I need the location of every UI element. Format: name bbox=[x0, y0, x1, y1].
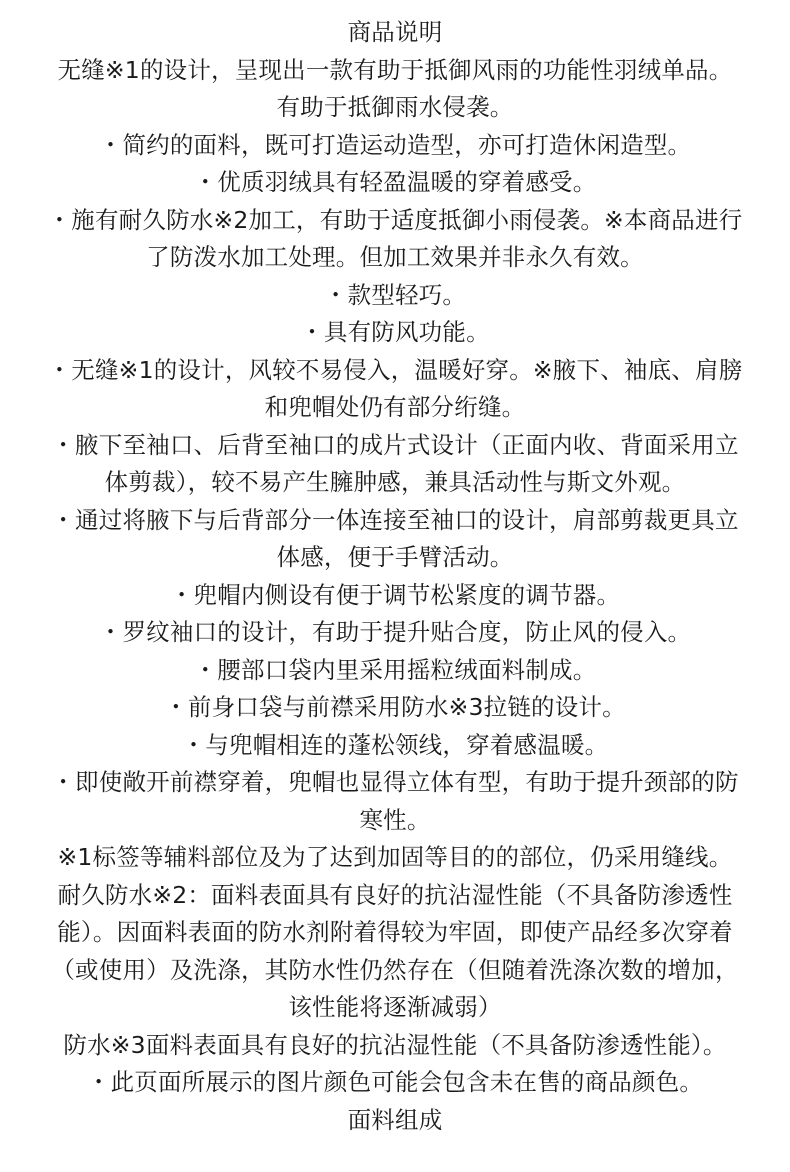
footnote-line: 耐久防水※2：面料表面具有良好的抗沾湿性能（不具备防渗透性 bbox=[57, 880, 733, 909]
text-line: 体感，便于手臂活动。 bbox=[276, 543, 514, 571]
text-line: 有助于抵御雨水侵袭。 bbox=[276, 93, 514, 121]
footnote-line: 防水※3面料表面具有良好的抗沾湿性能（不具备防渗透性能）。 bbox=[63, 1030, 727, 1059]
text-line: 无缝※1的设计，呈现出一款有助于抵御风雨的功能性羽绒单品。 bbox=[57, 55, 733, 84]
bullet-line: ・兜帽内侧设有便于调节松紧度的调节器。 bbox=[169, 580, 621, 609]
bullet-line: ・通过将腋下与后背部分一体连接至袖口的设计，肩部剪裁更具立 bbox=[51, 505, 739, 534]
bullet-line: ・款型轻巧。 bbox=[323, 280, 467, 309]
bullet-line: ・优质羽绒具有轻盈温暖的穿着感受。 bbox=[193, 168, 597, 196]
section-title-fabric-composition: 面料组成 bbox=[347, 1105, 443, 1134]
bullet-line: ・具有防风功能。 bbox=[300, 318, 490, 346]
footnote-line: 该性能将逐渐减弱） bbox=[288, 993, 502, 1021]
bullet-line: ・罗纹袖口的设计，有助于提升贴合度，防止风的侵入。 bbox=[98, 618, 692, 646]
bullet-line: ・前身口袋与前襟采用防水※3拉链的设计。 bbox=[164, 693, 626, 721]
bullet-line: ・施有耐久防水※2加工，有助于适度抵御小雨侵袭。※本商品进行 bbox=[47, 205, 743, 234]
bullet-line: ・无缝※1的设计，风较不易侵入，温暖好穿。※腋下、袖底、肩膀 bbox=[47, 355, 743, 384]
section-title-product-description: 商品说明 bbox=[347, 18, 443, 46]
bullet-line: ・此页面所展示的图片颜色可能会包含未在售的商品颜色。 bbox=[86, 1068, 704, 1096]
text-line: 和兜帽处仍有部分绗缝。 bbox=[264, 393, 526, 421]
bullet-line: ・即使敞开前襟穿着，兜帽也显得立体有型，有助于提升颈部的防 bbox=[51, 768, 739, 796]
bullet-line: ・简约的面料，既可打造运动造型，亦可打造休闲造型。 bbox=[98, 130, 692, 159]
text-line: 寒性。 bbox=[359, 805, 431, 834]
bullet-line: ・腋下至袖口、后背至袖口的成片式设计（正面内收、背面采用立 bbox=[51, 430, 739, 459]
text-line: 体剪裁），较不易产生臃肿感，兼具活动性与斯文外观。 bbox=[104, 468, 686, 496]
footnote-line: ※1标签等辅料部位及为了达到加固等目的的部位，仍采用缝线。 bbox=[57, 843, 733, 871]
text-line: 了防泼水加工处理。但加工效果并非永久有效。 bbox=[146, 243, 644, 271]
bullet-line: ・与兜帽相连的蓬松领线，穿着感温暖。 bbox=[181, 730, 609, 759]
footnote-line: 能）。因面料表面的防水剂附着得较为牢固，即使产品经多次穿着 bbox=[57, 918, 733, 946]
footnote-line: （或使用）及洗涤，其防水性仍然存在（但随着洗涤次数的增加， bbox=[51, 955, 739, 984]
bullet-line: ・腰部口袋内里采用摇粒绒面料制成。 bbox=[193, 655, 597, 684]
